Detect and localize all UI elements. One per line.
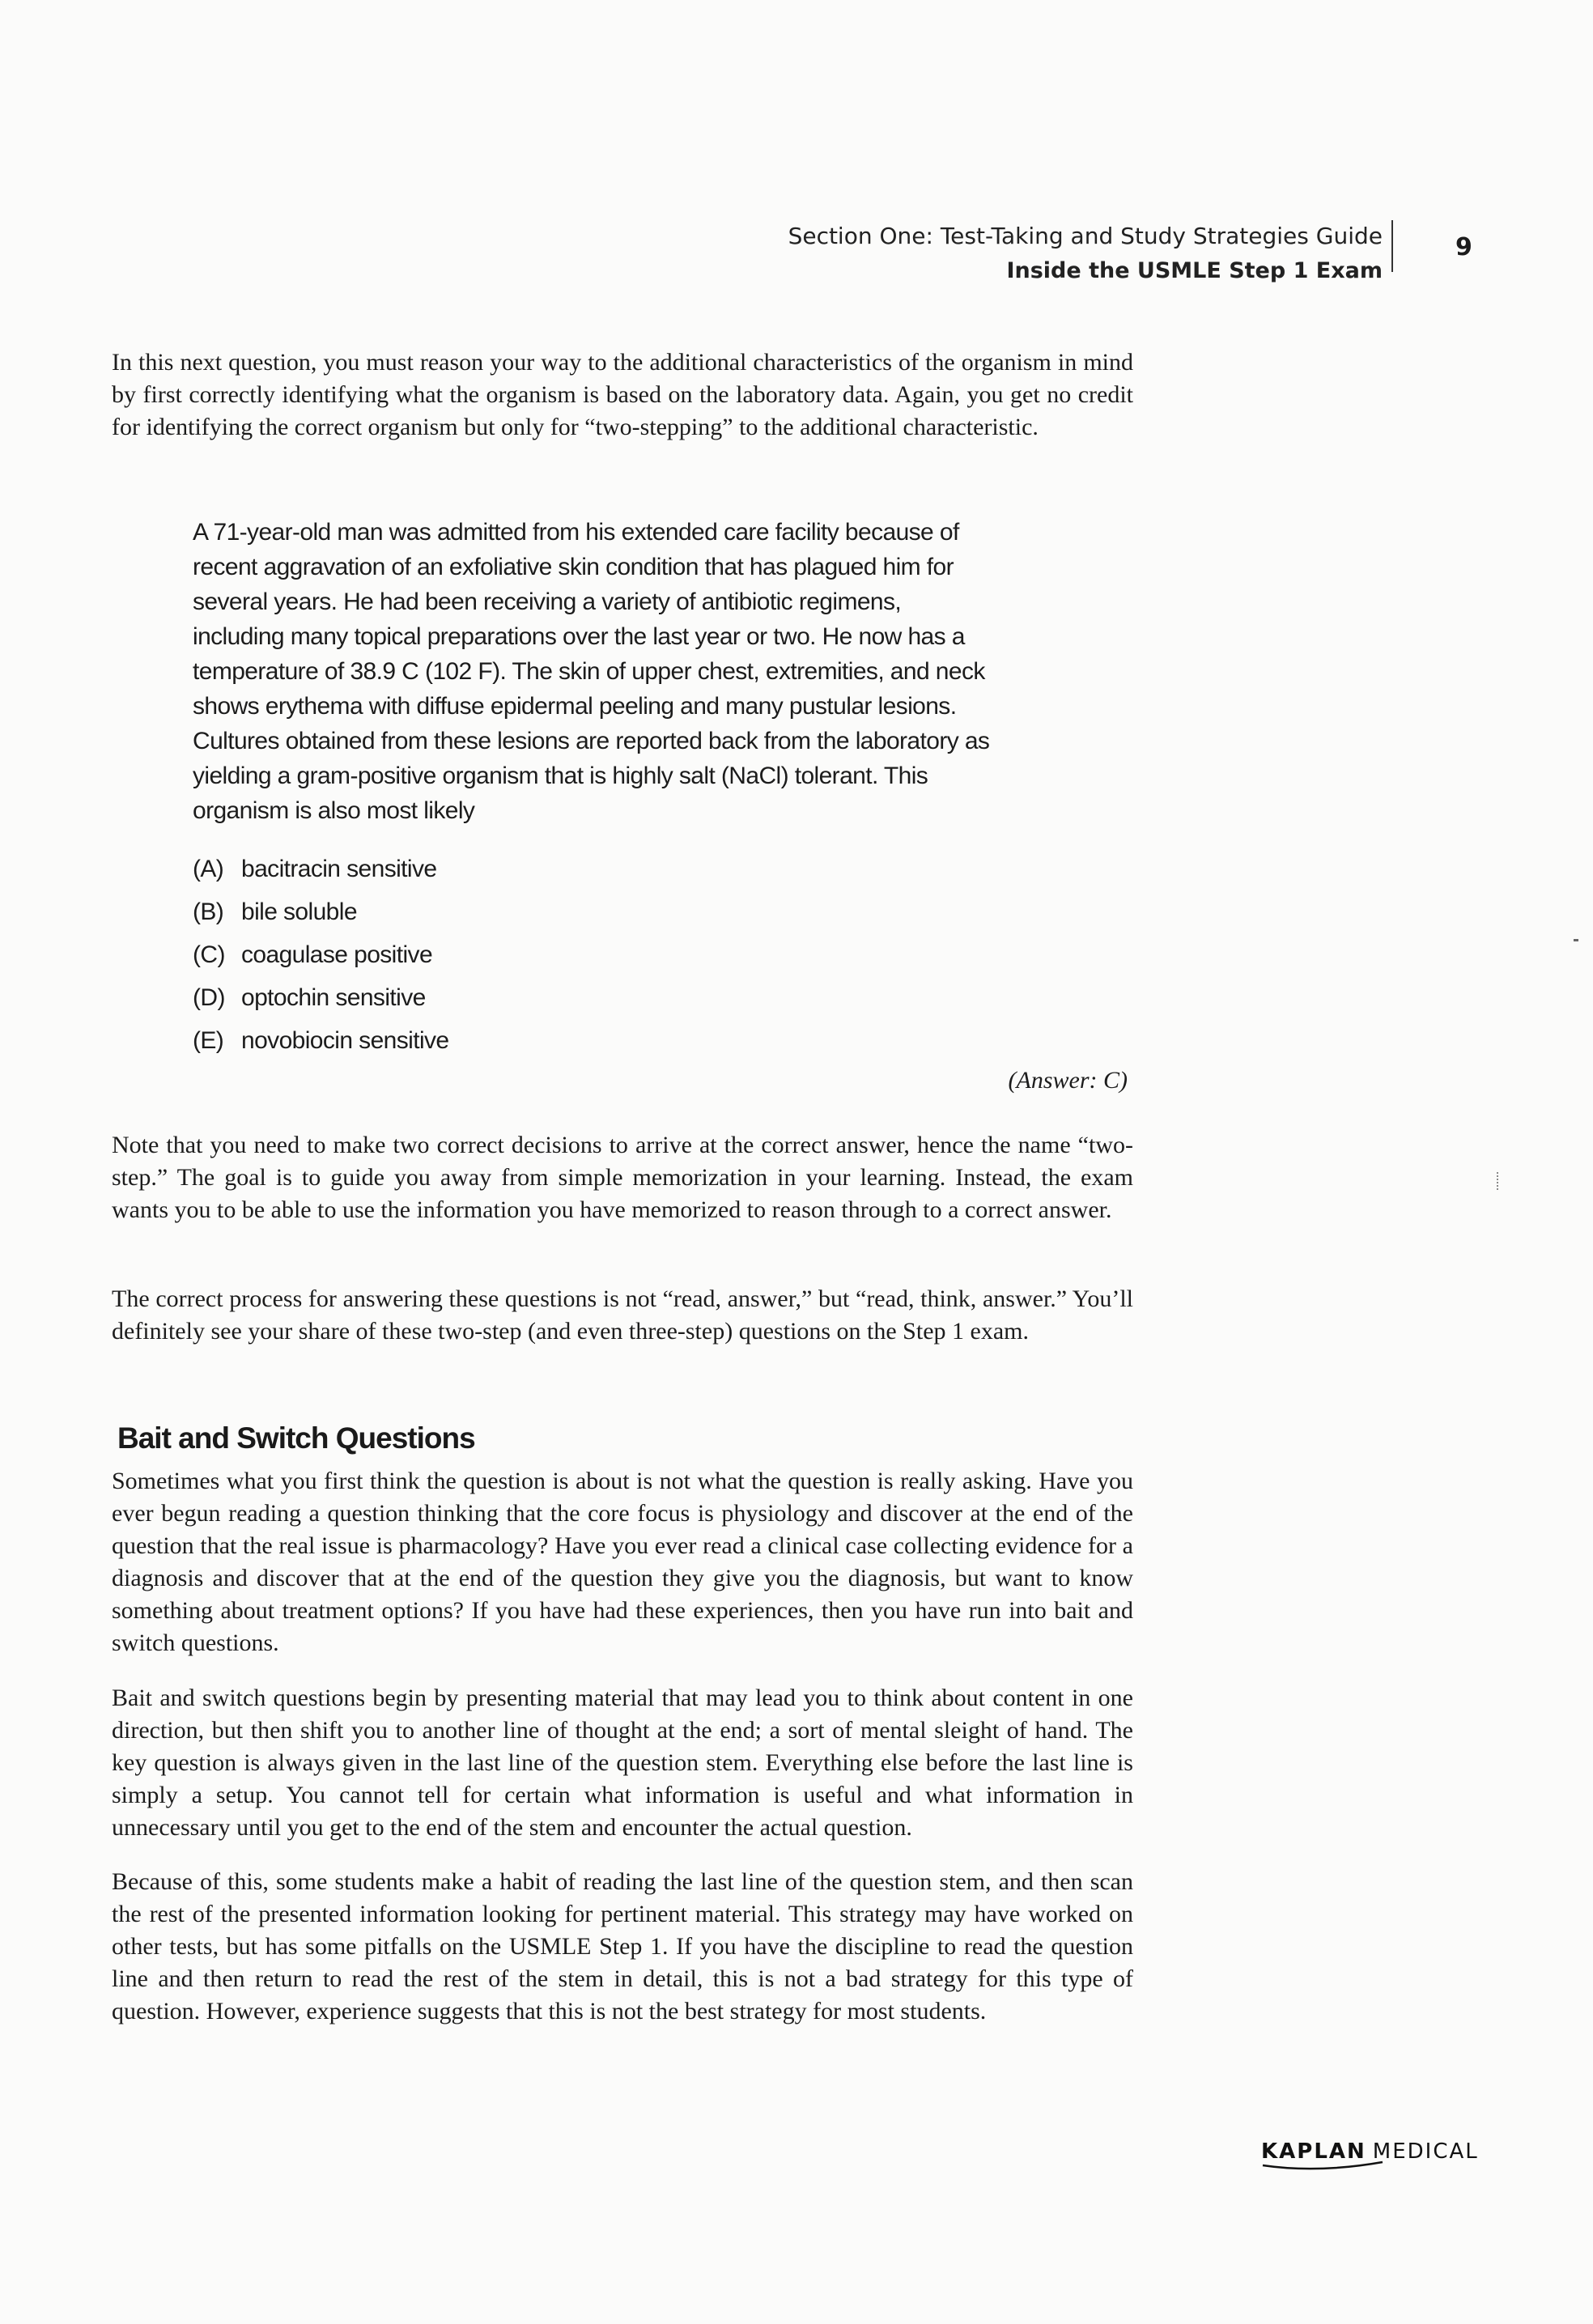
answer-key: (Answer: C) bbox=[1008, 1067, 1128, 1094]
kaplan-medical-logo bbox=[1261, 2139, 1479, 2169]
header-subsection-title: Inside the USMLE Step 1 Exam bbox=[1006, 258, 1383, 283]
scan-artifact bbox=[1574, 939, 1578, 941]
answer-choices bbox=[193, 848, 449, 1062]
choice-text: novobiocin sensitive bbox=[241, 1027, 449, 1054]
choice-a bbox=[193, 848, 449, 890]
logo-brand: KAPLAN bbox=[1261, 2139, 1366, 2169]
logo-suffix: MEDICAL bbox=[1372, 2139, 1479, 2164]
running-header bbox=[788, 219, 1383, 288]
choice-b bbox=[193, 890, 449, 933]
choice-text: bacitracin sensitive bbox=[241, 856, 437, 882]
scan-artifact bbox=[1497, 1172, 1500, 1190]
header-divider bbox=[1391, 220, 1393, 272]
choice-letter: (D) bbox=[193, 984, 225, 1011]
header-section-title: Section One: Test-Taking and Study Strategies Guide bbox=[788, 223, 1383, 249]
choice-text: optochin sensitive bbox=[241, 984, 426, 1011]
choice-letter: (B) bbox=[193, 899, 224, 925]
question-stem: A 71-year-old man was admitted from his extended care facility because of recent aggravation of an exfoliative skin condition that has plagued him for several years. He had been receiving a variety of antibiotic regimens, including many topical preparations over the last year or two. He now has a temperature of 38.9 C (102 F). The skin of upper chest, extremities, and neck shows erythema with diffuse epidermal peeling and many pustular lesions. Cultures obtained from these lesions are reported back from the laboratory as yielding a gram-positive organism that is highly salt (NaCl) tolerant. This organism is also most likely bbox=[193, 519, 990, 824]
choice-text: bile soluble bbox=[241, 899, 357, 925]
choice-letter: (A) bbox=[193, 856, 224, 882]
choice-letter: (C) bbox=[193, 941, 225, 968]
page-number: 9 bbox=[1455, 233, 1472, 261]
bait-paragraph-2: Bait and switch questions begin by presenting material that may lead you to think about content in one direction, but then shift you to another line of thought at the end; a sort of mental sleight of hand. The key question is always given in the last line of the question stem. Everything else before the last line is simply a setup. You cannot tell for certain what information is useful and what information in unnecessary until you get to the end of the stem and encounter the actual question. bbox=[112, 1685, 1133, 1841]
bait-paragraph-1: Sometimes what you first think the question is about is not what the question is really asking. Have you ever begun reading a question thinking that the core focus is physiology and discover at the end of the question that the real issue is pharmacology? Have you ever read a clinical case collecting evidence for a diagnosis and discover that at the end of the question they give you the diagnosis, but want to know something about treatment options? If you have had these experiences, then you have run into bait and switch questions. bbox=[112, 1468, 1133, 1656]
section-heading: Bait and Switch Questions bbox=[117, 1421, 475, 1455]
bait-paragraph-3: Because of this, some students make a habit of reading the last line of the question stem, and then scan the rest of the presented information looking for pertinent material. This strategy may have worked on other tests, but has some pitfalls on the USMLE Step 1. If you have the discipline to read the question line and then return to read the rest of the stem in detail, this is not a bad strategy for this type of question. However, experience suggests that this is not the best strategy for most students. bbox=[112, 1868, 1133, 2024]
intro-paragraph: In this next question, you must reason your way to the additional characteristics of the organism in mind by first correctly identifying what the organism is based on the laboratory data. Again, you get no credit for identifying the correct organism but only for “two-stepping” to the additional characteristic. bbox=[112, 349, 1133, 440]
choice-c bbox=[193, 933, 449, 976]
choice-e bbox=[193, 1019, 449, 1062]
choice-text: coagulase positive bbox=[241, 941, 433, 968]
two-step-paragraph: Note that you need to make two correct decisions to arrive at the correct answer, hence the name “two-step.” The goal is to guide you away from simple memorization in your learning. Instead, the exam wants you to be able to use the information you have memorized to reason through to a correct answer. bbox=[112, 1132, 1133, 1223]
choice-d bbox=[193, 976, 449, 1019]
process-paragraph: The correct process for answering these questions is not “read, answer,” but “read, think, answer.” You’ll definitely see your share of these two-step (and even three-step) questions on the Step 1 exam. bbox=[112, 1285, 1133, 1345]
swoosh-icon bbox=[1261, 2160, 1391, 2173]
choice-letter: (E) bbox=[193, 1027, 224, 1054]
